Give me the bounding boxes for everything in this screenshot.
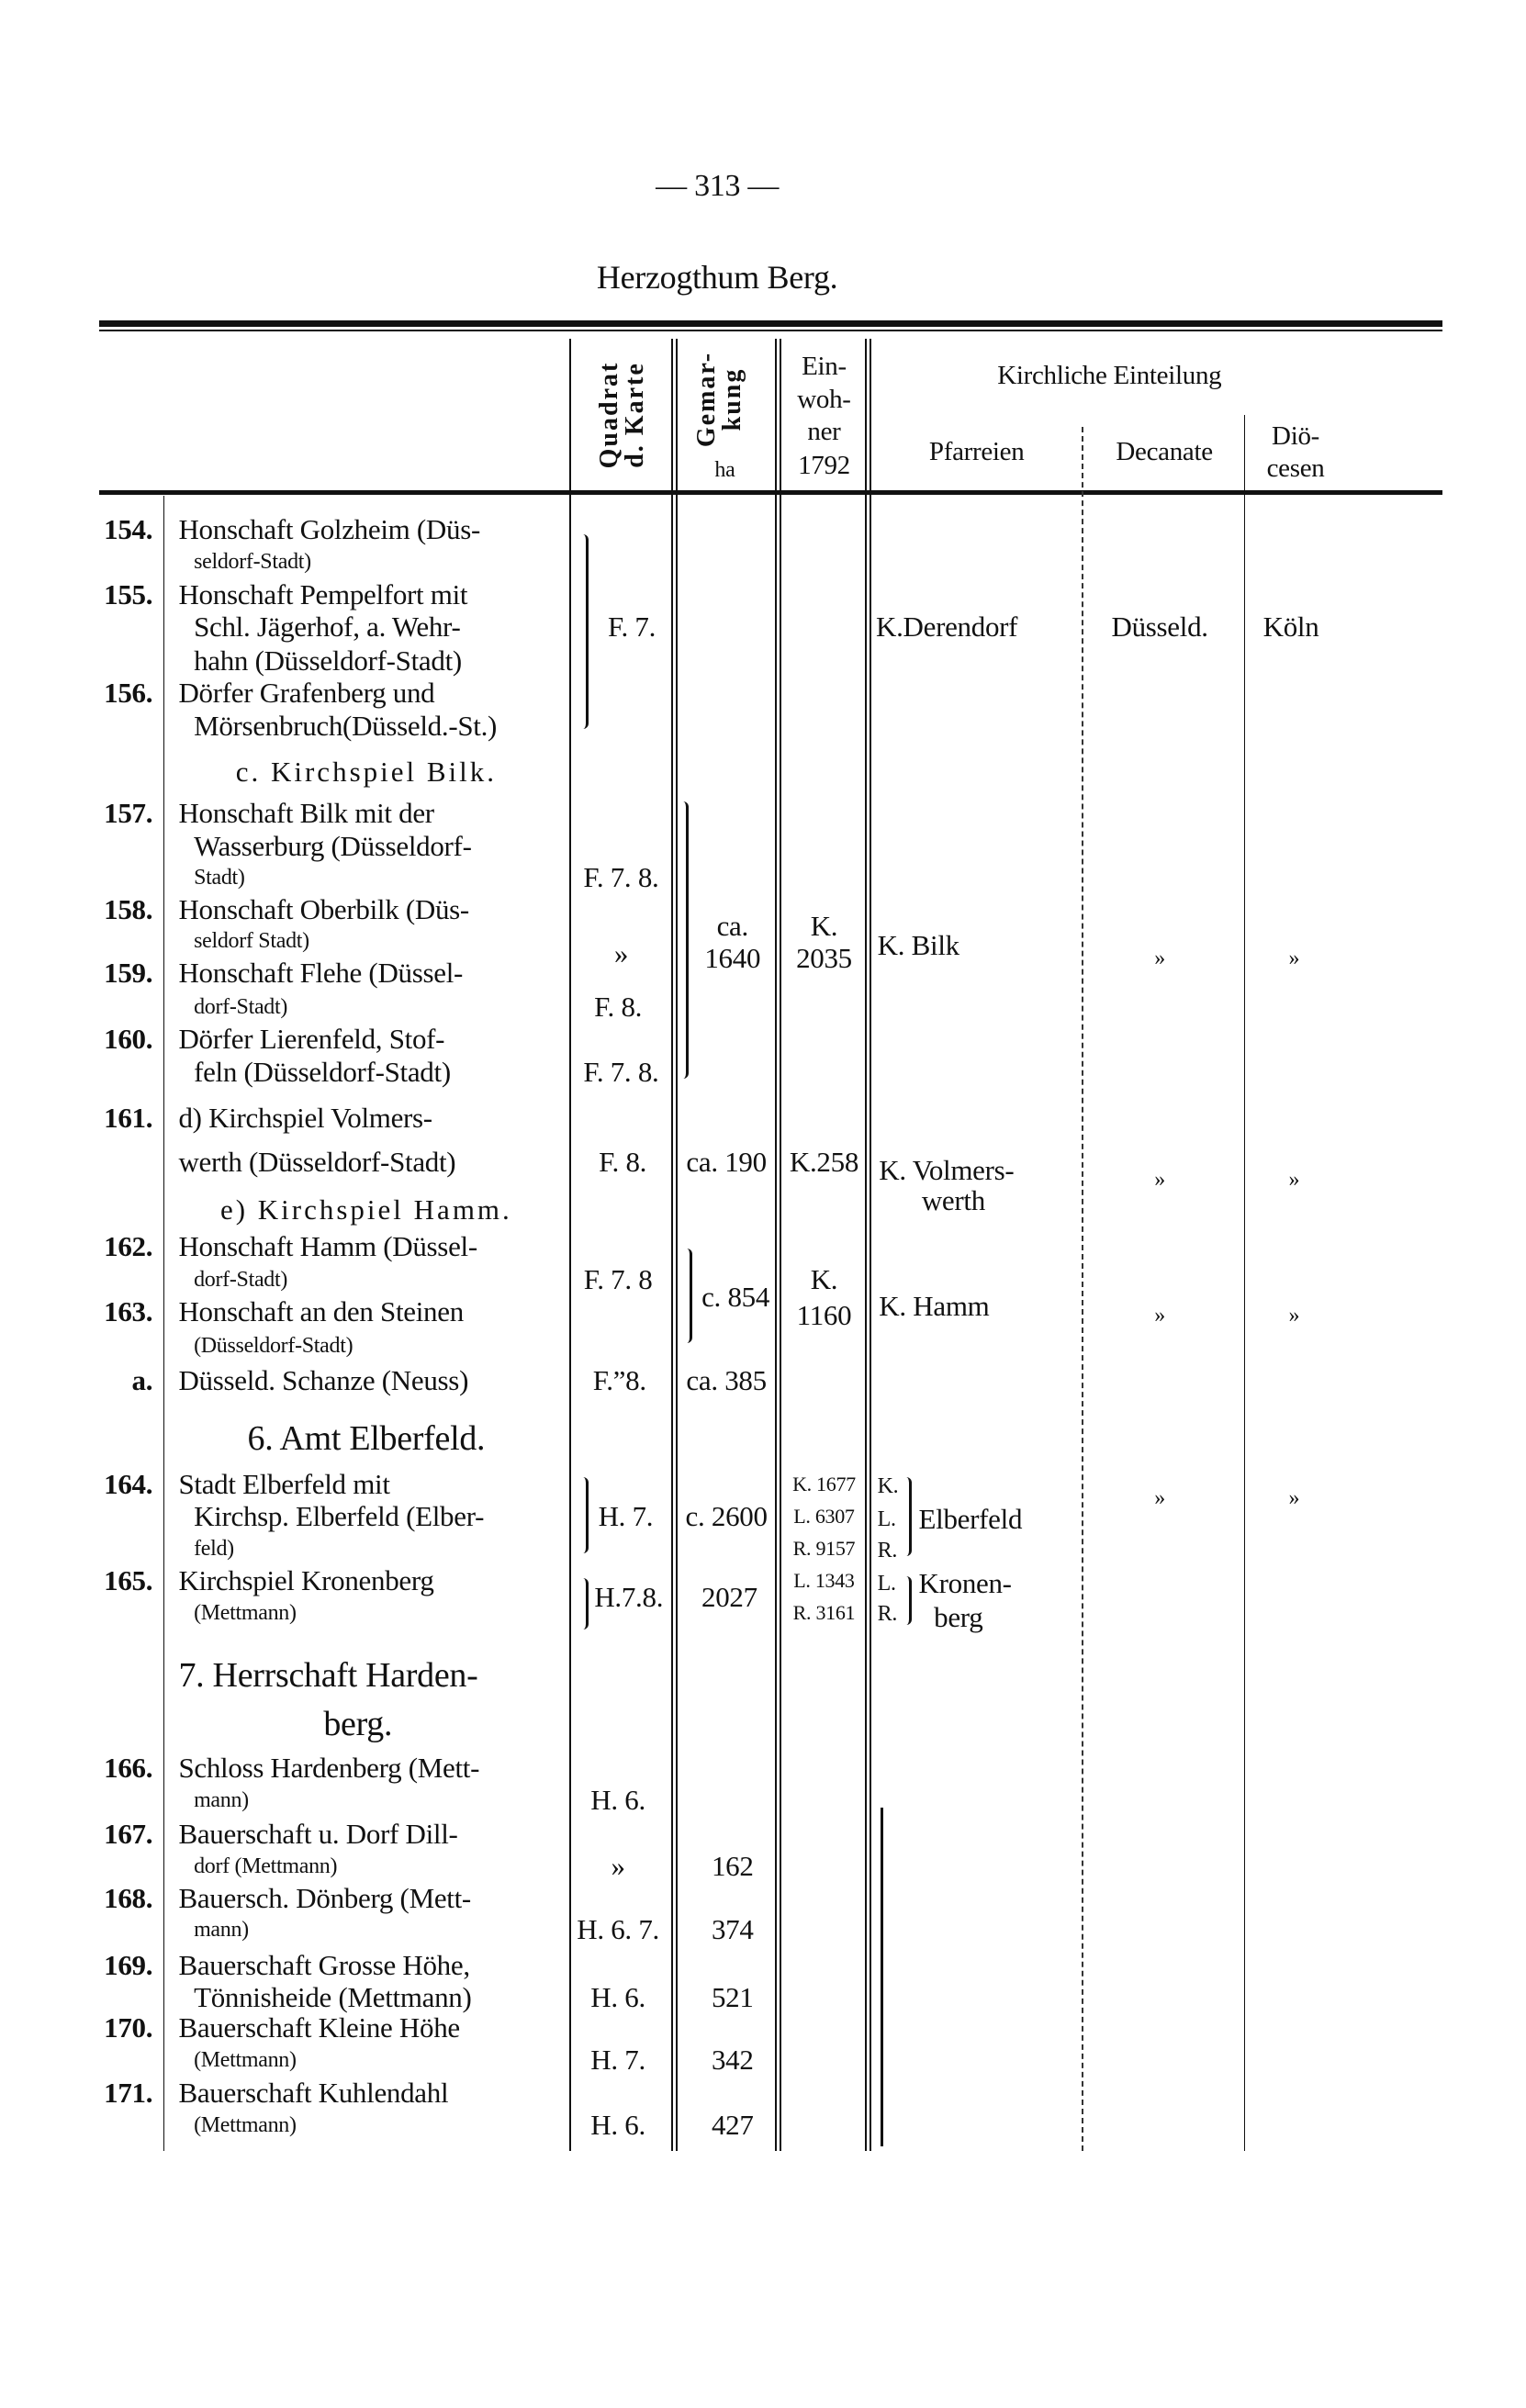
entry-line: Stadt Elberfeld mit	[178, 1468, 390, 1501]
section-heading: 7. Herrschaft Harden-	[178, 1655, 478, 1695]
column-divider	[775, 339, 776, 2151]
entry-line: feld)	[194, 1536, 234, 1561]
bracket	[881, 1808, 883, 2146]
entry-line: mann)	[194, 1918, 249, 1943]
entry-line: dorf-Stadt)	[194, 994, 288, 1019]
entry-number: 155.	[104, 578, 153, 611]
column-divider	[569, 339, 571, 2151]
pfarrei-cell: L.	[877, 1507, 896, 1532]
entry-line: Honschaft Bilk mit der	[178, 796, 434, 829]
gemarkung-cell: 1640	[704, 941, 761, 974]
entry-number: 158.	[104, 892, 153, 925]
einwohner-cell: K. 1677	[792, 1473, 856, 1496]
entry-line: (Mettmann)	[194, 2047, 297, 2072]
pfarrei-cell: berg	[934, 1600, 983, 1633]
entry-line: (Mettmann)	[194, 1600, 297, 1625]
column-divider	[671, 339, 672, 2151]
quadrat-cell: F. 7. 8.	[583, 860, 659, 893]
pfarrei-cell: L.	[877, 1572, 896, 1596]
entry-line: Bauerschaft Kleine Höhe	[178, 2010, 460, 2044]
entry-line: seldorf-Stadt)	[194, 549, 311, 574]
entry-line: Tönnisheide (Mettmann)	[194, 1980, 472, 2013]
entry-line: dorf-Stadt)	[194, 1268, 288, 1293]
pfarrei-cell: Elberfeld	[918, 1503, 1023, 1536]
gemarkung-cell: 427	[711, 2109, 754, 2142]
quadrat-cell: H. 7.	[590, 2043, 645, 2076]
entry-line: Stadt)	[194, 865, 245, 890]
header-einwohner: 1792	[798, 450, 850, 480]
entry-line: seldorf Stadt)	[194, 929, 309, 954]
quadrat-cell: H. 6.	[590, 1784, 645, 1817]
quadrat-cell: F. 8.	[599, 1146, 647, 1179]
decanat-cell: »	[1154, 1486, 1165, 1511]
entry-line: (Mettmann)	[194, 2113, 297, 2138]
quadrat-cell: »	[613, 936, 629, 969]
entry-line: Mörsenbruch(Düsseld.-St.)	[194, 710, 498, 743]
entry-number: 165.	[104, 1563, 153, 1596]
einwohner-cell: R. 9157	[792, 1536, 856, 1560]
gemarkung-cell: c. 2600	[685, 1500, 768, 1533]
header-bottom-rule	[99, 490, 1442, 496]
pfarrei-cell: werth	[921, 1183, 985, 1216]
pfarrei-cell: K. Volmers-	[879, 1153, 1015, 1186]
top-rule-thick	[99, 320, 1442, 327]
entry-number: 154.	[104, 512, 153, 545]
quadrat-cell: »	[611, 1849, 625, 1882]
entry-line: dorf (Mettmann)	[194, 1854, 338, 1878]
entry-line: (Düsseldorf-Stadt)	[194, 1333, 353, 1358]
entry-line: Bauerschaft u. Dorf Dill-	[178, 1817, 458, 1850]
einwohner-cell: L. 1343	[793, 1568, 855, 1592]
header-einwohner: woh-	[797, 385, 851, 415]
entry-number: 161.	[104, 1102, 153, 1135]
column-divider	[865, 339, 866, 2151]
gemarkung-cell: 162	[711, 1849, 754, 1882]
entry-line: Dörfer Lierenfeld, Stof-	[178, 1022, 445, 1055]
entry-number: 162.	[104, 1229, 153, 1262]
entry-line: Bauerschaft Grosse Höhe,	[178, 1948, 470, 1981]
entry-number: 157.	[104, 796, 153, 829]
entry-number: 170.	[104, 2010, 153, 2044]
column-divider	[163, 496, 165, 2151]
entry-line: Schloss Hardenberg (Mett-	[178, 1752, 480, 1785]
pfarrei-cell: R.	[877, 1538, 898, 1562]
pfarrei-cell: K. Hamm	[879, 1289, 990, 1322]
quadrat-cell: H. 6. 7.	[577, 1913, 659, 1946]
quadrat-cell: H. 7.	[598, 1500, 654, 1533]
bracket	[903, 1477, 912, 1556]
entry-number: 164.	[104, 1468, 153, 1501]
header-einwohner: Ein-	[802, 351, 847, 381]
quadrat-cell: H. 6.	[590, 2109, 645, 2142]
entry-line: Honschaft Hamm (Düssel-	[178, 1229, 477, 1262]
entry-line: Bauerschaft Kuhlendahl	[178, 2077, 449, 2110]
page-number: — 313 —	[656, 168, 780, 203]
pfarrei-cell: K. Bilk	[877, 929, 959, 962]
entry-number: 167.	[104, 1817, 153, 1850]
dioecese-cell: »	[1288, 1167, 1300, 1192]
entry-line: Honschaft Golzheim (Düs-	[178, 512, 481, 545]
einwohner-cell: 2035	[796, 941, 852, 974]
entry-line: Schl. Jägerhof, a. Wehr-	[194, 610, 461, 644]
bracket	[580, 534, 589, 730]
gemarkung-cell: c. 854	[701, 1280, 770, 1313]
gemarkung-cell: 521	[711, 1980, 754, 2013]
gemarkung-cell: ca.	[716, 909, 748, 942]
bracket	[684, 1249, 692, 1343]
einwohner-cell: R. 3161	[792, 1600, 856, 1624]
header-quadrat: Quadrat d. Karte	[595, 361, 650, 469]
bracket	[580, 1578, 589, 1630]
quadrat-cell: H. 6.	[590, 1980, 645, 2013]
pfarrei-cell: K.	[877, 1473, 899, 1498]
entry-number: 171.	[104, 2077, 153, 2110]
quadrat-cell: F. 7.	[608, 610, 656, 644]
entry-line: hahn (Düsseldorf-Stadt)	[194, 644, 462, 677]
decanat-cell: »	[1154, 946, 1165, 970]
decanat-cell: »	[1154, 1167, 1165, 1192]
quadrat-cell: H.7.8.	[594, 1581, 664, 1614]
entry-line: Honschaft Pempelfort mit	[178, 578, 468, 611]
bracket	[580, 1477, 589, 1553]
section-heading: 6. Amt Elberfeld.	[247, 1419, 486, 1459]
pfarrei-cell: Kronen-	[918, 1567, 1012, 1600]
entry-line: Honschaft an den Steinen	[178, 1295, 464, 1328]
dioecese-cell: Köln	[1262, 610, 1319, 644]
column-divider	[676, 339, 677, 2151]
quadrat-cell: F. 7. 8	[583, 1263, 653, 1296]
entry-line: d) Kirchspiel Volmers-	[178, 1102, 432, 1135]
column-divider	[1244, 415, 1245, 2151]
pfarrei-cell: R.	[877, 1602, 898, 1627]
header-pfarreien: Pfarreien	[928, 436, 1025, 466]
entry-line: mann)	[194, 1788, 249, 1813]
entry-number: 166.	[104, 1752, 153, 1785]
einwohner-cell: K.	[810, 1263, 838, 1296]
entry-number: a.	[131, 1364, 153, 1397]
pfarrei-cell: K.Derendorf	[875, 610, 1018, 644]
decanat-cell: Düsseld.	[1111, 610, 1208, 644]
section-heading: berg.	[323, 1705, 393, 1744]
einwohner-cell: 1160	[796, 1298, 852, 1331]
entry-line: Wasserburg (Düsseldorf-	[194, 830, 472, 863]
entry-line: Kirchsp. Elberfeld (Elber-	[194, 1500, 485, 1533]
header-kirchliche-einteilung: Kirchliche Einteilung	[997, 360, 1222, 390]
einwohner-cell: K.258	[789, 1146, 859, 1179]
top-rule-thin	[99, 330, 1442, 331]
bracket	[903, 1576, 912, 1625]
entry-line: werth (Düsseldorf-Stadt)	[178, 1146, 456, 1179]
quadrat-cell: F.”8.	[592, 1364, 646, 1397]
entry-line: Kirchspiel Kronenberg	[178, 1563, 434, 1596]
dioecese-cell: »	[1288, 1486, 1300, 1511]
column-divider	[1082, 427, 1083, 2151]
quadrat-cell: F. 8.	[594, 990, 643, 1023]
einwohner-cell: K.	[810, 909, 838, 942]
header-dioecesen: Diö-	[1272, 421, 1320, 452]
entry-line: Honschaft Oberbilk (Düs-	[178, 892, 469, 925]
dioecese-cell: »	[1288, 1303, 1300, 1327]
entry-line: Dörfer Grafenberg und	[178, 676, 435, 709]
decanat-cell: »	[1154, 1303, 1165, 1327]
entry-number: 168.	[104, 1881, 153, 1914]
entry-line: Honschaft Flehe (Düssel-	[178, 957, 464, 990]
gemarkung-cell: ca. 190	[686, 1146, 767, 1179]
quadrat-cell: F. 7. 8.	[583, 1056, 659, 1089]
dioecese-cell: »	[1288, 946, 1300, 970]
section-heading: c. Kirchspiel Bilk.	[235, 755, 498, 788]
gemarkung-cell: ca. 385	[686, 1364, 767, 1397]
gemarkung-cell: 374	[711, 1913, 754, 1946]
entry-number: 163.	[104, 1295, 153, 1328]
entry-number: 156.	[104, 676, 153, 709]
entry-line: Bauersch. Dönberg (Mett-	[178, 1881, 471, 1914]
header-gemarkung: Gemar- kung	[692, 352, 747, 448]
header-decanate: Decanate	[1116, 436, 1213, 466]
gemarkung-cell: 342	[711, 2043, 754, 2076]
entry-number: 159.	[104, 957, 153, 990]
header-einwohner: ner	[807, 417, 841, 447]
entry-number: 169.	[104, 1948, 153, 1981]
bracket	[680, 801, 689, 1079]
einwohner-cell: L. 6307	[793, 1505, 855, 1529]
header-dioecesen: cesen	[1266, 454, 1325, 484]
header-gemarkung-unit: ha	[714, 457, 735, 482]
entry-number: 160.	[104, 1022, 153, 1055]
page-title: Herzogthum Berg.	[596, 259, 838, 297]
entry-line: feln (Düsseldorf-Stadt)	[194, 1056, 451, 1089]
entry-line: Düsseld. Schanze (Neuss)	[178, 1364, 469, 1397]
section-heading: e) Kirchspiel Hamm.	[219, 1193, 512, 1226]
gemarkung-cell: 2027	[701, 1581, 757, 1614]
